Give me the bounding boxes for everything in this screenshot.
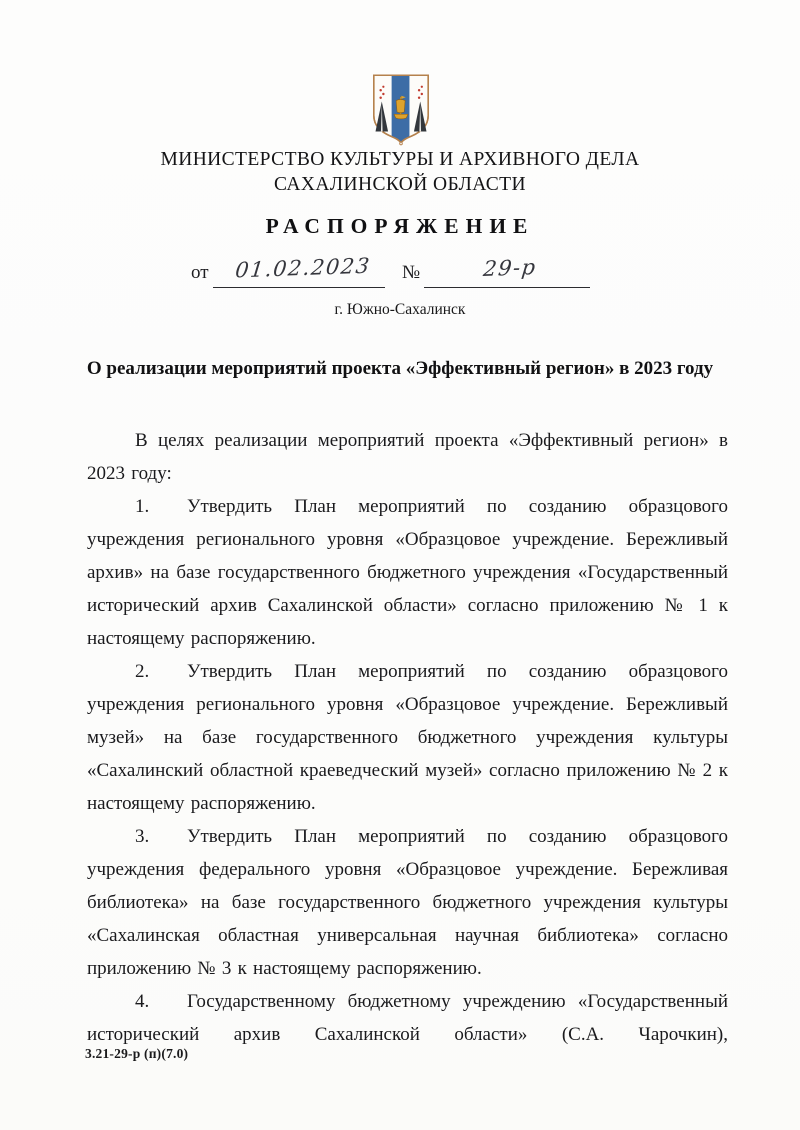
document-title: О реализации мероприятий проекта «Эффективный регион» в 2023 году bbox=[86, 358, 714, 379]
paragraph-3 bbox=[87, 820, 728, 985]
document-type-heading: РАСПОРЯЖЕНИЕ bbox=[265, 214, 535, 238]
sakhalin-coat-of-arms-icon bbox=[371, 70, 431, 148]
document-body bbox=[87, 424, 728, 1051]
paragraph-4-number: 4. bbox=[135, 991, 150, 1012]
footer-registration-code: 3.21-29-р (п)(7.0) bbox=[85, 1046, 189, 1061]
date-label: от bbox=[191, 262, 209, 283]
handwritten-date: 01.02.2023 bbox=[234, 253, 372, 283]
ministry-name bbox=[0, 147, 800, 197]
paragraph-3-number: 3. bbox=[135, 826, 150, 847]
paragraph-3-text: Утвердить План мероприятий по созданию образцового учреждения федерального уровня «Образцовое учреждение. Бережливая библиотека» на базе государственного бюджетного учреждения культуры «Сахалинская областная универсальная научная библиотека» согласно приложению № 3 к настоящему распоряжению. bbox=[87, 826, 728, 979]
paragraph-1-number: 1. bbox=[135, 496, 150, 517]
number-label: № bbox=[402, 262, 421, 283]
intro-paragraph: В целях реализации мероприятий проекта «Эффективный регион» в 2023 году: bbox=[87, 430, 728, 484]
city-line: г. Южно-Сахалинск bbox=[334, 301, 466, 318]
paragraph-1-text: Утвердить План мероприятий по созданию образцового учреждения регионального уровня «Образцовое учреждение. Бережливый архив» на базе государственного бюджетного учреждения «Государственный исторический архив Сахалинской области» согласно приложению № 1 к настоящему распоряжению. bbox=[87, 496, 728, 649]
paragraph-4-text: Государственному бюджетному учреждению «Государственный исторический архив Сахалинской области» (С.А. Чарочкин), bbox=[87, 991, 728, 1045]
paragraph-2-text: Утвердить План мероприятий по созданию образцового учреждения регионального уровня «Образцовое учреждение. Бережливый музей» на базе государственного бюджетного учреждения культуры «Сахалинский областной краеведческий музей» согласно приложению № 2 к настоящему распоряжению. bbox=[87, 661, 728, 814]
paragraph-4 bbox=[87, 985, 728, 1051]
paragraph-2 bbox=[87, 655, 728, 820]
handwritten-number: 29-р bbox=[482, 255, 538, 281]
paragraph-1 bbox=[87, 490, 728, 655]
ministry-name-line1: МИНИСТЕРСТВО КУЛЬТУРЫ И АРХИВНОГО ДЕЛА bbox=[160, 149, 640, 170]
ministry-name-line2: САХАЛИНСКОЙ ОБЛАСТИ bbox=[274, 174, 526, 195]
paragraph-2-number: 2. bbox=[135, 661, 150, 682]
